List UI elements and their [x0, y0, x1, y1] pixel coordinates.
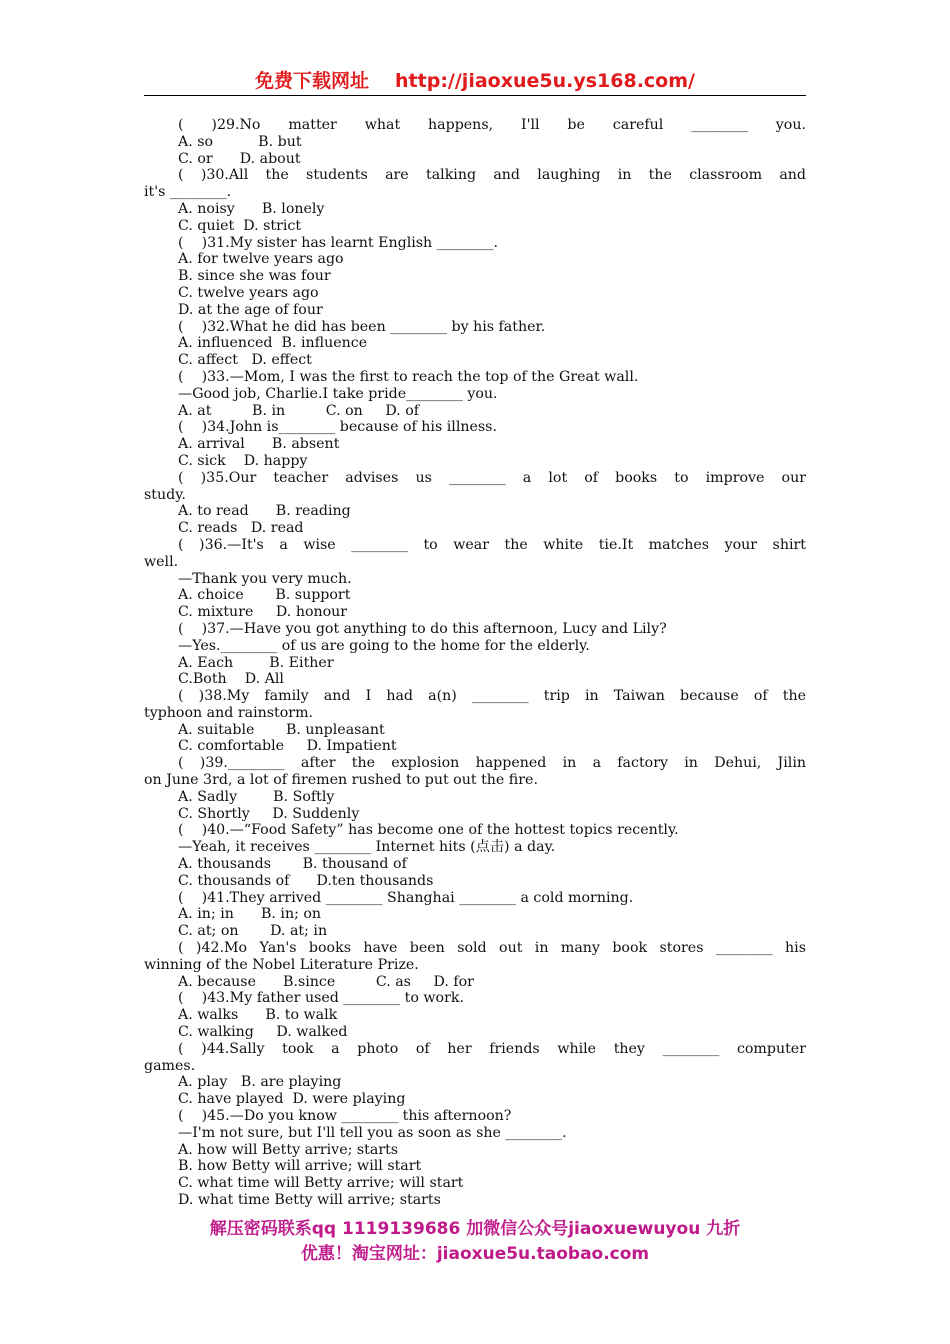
- option-line: A. so B. but: [178, 133, 302, 150]
- question-line: ( )39.________ after the explosion happened in a factory in Dehui, Jilin: [178, 755, 806, 772]
- question-continuation: on June 3rd, a lot of firemen rushed to put out the fire.: [144, 772, 538, 789]
- question-line: ( )30.All the students are talking and laughing in the classroom and: [178, 167, 806, 184]
- question-line: ( )33.—Mom, I was the first to reach the top of the Great wall.: [178, 368, 639, 385]
- question-continuation: it's ________.: [144, 184, 232, 201]
- question-line: ( )31.My sister has learnt English ________.: [178, 234, 498, 251]
- question-line: ( )40.—“Food Safety” has become one of the hottest topics recently.: [178, 822, 679, 839]
- option-line: C. quiet D. strict: [178, 217, 302, 234]
- option-line: C.Both D. All: [178, 671, 284, 688]
- option-line: C. affect D. effect: [178, 352, 312, 369]
- option-line: C. mixture D. honour: [178, 604, 348, 621]
- option-line: C. sick D. happy: [178, 452, 308, 469]
- question-line: ( )35.Our teacher advises us ________ a lot of books to improve our: [178, 469, 806, 486]
- dialogue-line: —Thank you very much.: [178, 570, 352, 587]
- question-line: ( )41.They arrived ________ Shanghai ________ a cold morning.: [178, 889, 634, 906]
- option-line: A. noisy B. lonely: [178, 200, 325, 217]
- page-header: [144, 66, 806, 94]
- footer-shop-line[interactable]: 优惠！淘宝网址：jiaoxue5u.taobao.com: [300, 1244, 650, 1264]
- option-line: C. Shortly D. Suddenly: [178, 805, 360, 822]
- option-line: A. influenced B. influence: [178, 335, 368, 352]
- option-line: A. arrival B. absent: [178, 436, 340, 453]
- dialogue-line: —Yes.________ of us are going to the home for the elderly.: [178, 637, 590, 654]
- option-line: C. what time will Betty arrive; will start: [178, 1175, 464, 1192]
- question-continuation: winning of the Nobel Literature Prize.: [144, 956, 419, 973]
- option-line: A. thousands B. thousand of: [178, 856, 407, 873]
- option-line: A. suitable B. unpleasant: [178, 721, 385, 738]
- option-line: A. because B.since C. as D. for: [178, 973, 474, 990]
- header-url[interactable]: http://jiaoxue5u.ys168.com/: [395, 70, 695, 92]
- option-line: C. or D. about: [178, 150, 301, 167]
- question-continuation: games.: [144, 1057, 196, 1074]
- option-line: A. play B. are playing: [178, 1074, 342, 1091]
- page-footer: [144, 1217, 806, 1267]
- question-line: ( )43.My father used ________ to work.: [178, 990, 464, 1007]
- question-continuation: study.: [144, 486, 186, 503]
- header-rule: [144, 95, 806, 96]
- question-line: ( )38.My family and I had a(n) ________ trip in Taiwan because of the: [178, 688, 806, 705]
- option-line: A. walks B. to walk: [178, 1007, 338, 1024]
- option-line: D. what time Betty will arrive; starts: [178, 1192, 441, 1208]
- option-line: C. thousands of D.ten thousands: [178, 872, 434, 889]
- option-line: B. since she was four: [178, 268, 331, 285]
- option-line: C. at; on D. at; in: [178, 923, 328, 940]
- question-line: ( )29.No matter what happens, I'll be careful ________ you.: [178, 117, 806, 133]
- option-line: A. Sadly B. Softly: [178, 788, 335, 805]
- option-line: B. how Betty will arrive; will start: [178, 1158, 422, 1175]
- option-line: A. choice B. support: [178, 587, 351, 604]
- question-continuation: well.: [144, 553, 179, 570]
- option-line: A. for twelve years ago: [178, 251, 344, 268]
- option-line: C. reads D. read: [178, 520, 304, 537]
- option-line: C. have played D. were playing: [178, 1091, 406, 1108]
- option-line: A. how will Betty arrive; starts: [178, 1141, 399, 1158]
- option-line: C. walking D. walked: [178, 1024, 348, 1041]
- option-line: D. at the age of four: [178, 301, 323, 318]
- option-line: A. to read B. reading: [178, 503, 351, 520]
- dialogue-line: —Yeah, it receives ________ Internet hits (点击) a day.: [178, 839, 556, 856]
- option-line: A. in; in B. in; on: [178, 906, 322, 923]
- dialogue-line: —Good job, Charlie.I take pride________ you.: [178, 385, 498, 402]
- question-list: [144, 117, 806, 1209]
- question-line: ( )42.Mo Yan's books have been sold out in many book stores ________ his: [178, 940, 806, 957]
- option-line: C. comfortable D. Impatient: [178, 738, 397, 755]
- header-site-label: 免费下载网址: [255, 70, 370, 92]
- option-line: C. twelve years ago: [178, 284, 319, 301]
- question-line: ( )34.John is________ because of his illness.: [178, 419, 497, 436]
- question-line: ( )32.What he did has been ________ by his father.: [178, 318, 546, 335]
- footer-contact-line: 解压密码联系qq 1119139686 加微信公众号jiaoxuewuyou 九折: [209, 1219, 741, 1239]
- question-line: ( )36.—It's a wise ________ to wear the white tie.It matches your shirt: [178, 536, 806, 553]
- question-line: ( )45.—Do you know ________ this afternoon?: [178, 1108, 512, 1125]
- option-line: A. Each B. Either: [178, 654, 334, 671]
- question-continuation: typhoon and rainstorm.: [144, 704, 314, 721]
- question-line: ( )44.Sally took a photo of her friends while they ________ computer: [178, 1040, 806, 1057]
- dialogue-line: —I'm not sure, but I'll tell you as soon as she ________.: [178, 1124, 567, 1141]
- question-line: ( )37.—Have you got anything to do this afternoon, Lucy and Lily?: [178, 620, 667, 637]
- option-line: A. at B. in C. on D. of: [178, 402, 419, 419]
